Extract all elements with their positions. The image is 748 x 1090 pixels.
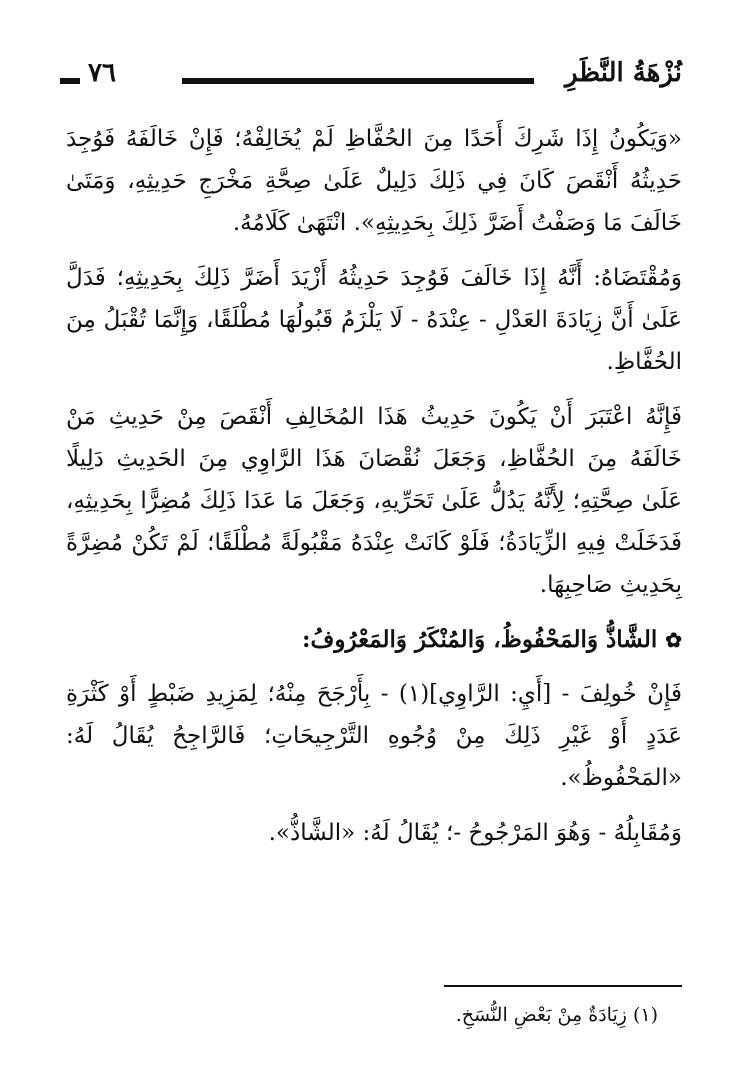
page-header — [60, 58, 682, 98]
paragraph-1: «وَيَكُونُ إِذَا شَرِكَ أَحَدًا مِنَ الحُفَّاظِ لَمْ يُخَالِفْهُ؛ فَإِنْ خَالَفَهُ فَوُجِدَ حَدِيثُهُ أَنْقَصَ كَانَ فِي ذَلِكَ دَلِيلٌ عَلَىٰ صِحَّةِ مَخْرَجِ حَدِيثِهِ، وَمَتَىٰ خَالَفَ مَا وَصَفْتُ أَضَرَّ ذَلِكَ بِحَدِيثِهِ». انْتَهَىٰ كَلَامُهُ. — [66, 126, 682, 236]
paragraph-5: وَمُقَابِلُهُ - وَهُوَ المَرْجُوحُ -؛ يُقَالُ لَهُ: «الشَّاذُّ». — [268, 820, 682, 846]
paragraph-3: فَإِنَّهُ اعْتَبَرَ أَنْ يَكُونَ حَدِيثُ هَذَا المُخَالِفِ أَنْقَصَ مِنْ حَدِيثِ مَنْ خَالَفَهُ مِنَ الحُفَّاظِ، وَجَعَلَ نُقْصَانَ هَذَا الرَّاوِي مِنَ الحَدِيثِ دَلِيلًا عَلَىٰ صِحَّتِهِ؛ لِأَنَّهُ يَدُلُّ عَلَىٰ تَحَرِّيهِ، وَجَعَلَ مَا عَدَا ذَلِكَ مُضِرًّا بِحَدِيثِهِ، فَدَخَلَتْ فِيهِ الزِّيَادَةُ؛ فَلَوْ كَانَتْ عِنْدَهُ مَقْبُولَةً مُطْلَقًا؛ لَمْ تَكُنْ مُضِرَّةً بِحَدِيثِ صَاحِبِهَا. — [66, 404, 682, 598]
page-number: ٧٦ — [88, 58, 116, 88]
paragraph-4: فَإِنْ خُولِفَ - [أَيِ: الرَّاوِي](١) - بِأَرْجَحَ مِنْهُ؛ لِمَزِيدِ ضَبْطٍ أَوْ كَثْرَةِ عَدَدٍ أَوْ غَيْرِ ذَلِكَ مِنْ وُجُوهِ التَّرْجِيحَاتِ؛ فَالرَّاجِحُ يُقَالُ لَهُ: «المَحْفُوظُ». — [66, 681, 682, 791]
flower-icon: ✿ — [665, 628, 682, 652]
footnote: (١) زِيَادَةٌ مِنْ بَعْضِ النُّسَخِ. — [455, 1004, 658, 1026]
page-body — [66, 118, 682, 867]
header-dash — [60, 78, 80, 84]
footnote-rule — [444, 985, 682, 987]
running-title: نُزْهَةُ النَّظَرِ — [565, 58, 682, 88]
paragraph-2: وَمُقْتَضَاهُ: أَنَّهُ إِذَا خَالَفَ فَوُجِدَ حَدِيثُهُ أَزْيَدَ أَضَرَّ ذَلِكَ بِحَدِيثِهِ؛ فَدَلَّ عَلَىٰ أَنَّ زِيَادَةَ العَدْلِ - عِنْدَهُ - لَا يَلْزَمُ قَبُولُهَا مُطْلَقًا، وَإِنَّمَا تُقْبَلُ مِنَ الحُفَّاظِ. — [66, 265, 682, 375]
section-heading-text: الشَّاذُّ وَالمَحْفُوظُ، وَالمُنْكَرُ وَالمَعْرُوفُ: — [302, 626, 658, 653]
section-heading — [66, 619, 682, 661]
header-rule — [182, 78, 534, 84]
